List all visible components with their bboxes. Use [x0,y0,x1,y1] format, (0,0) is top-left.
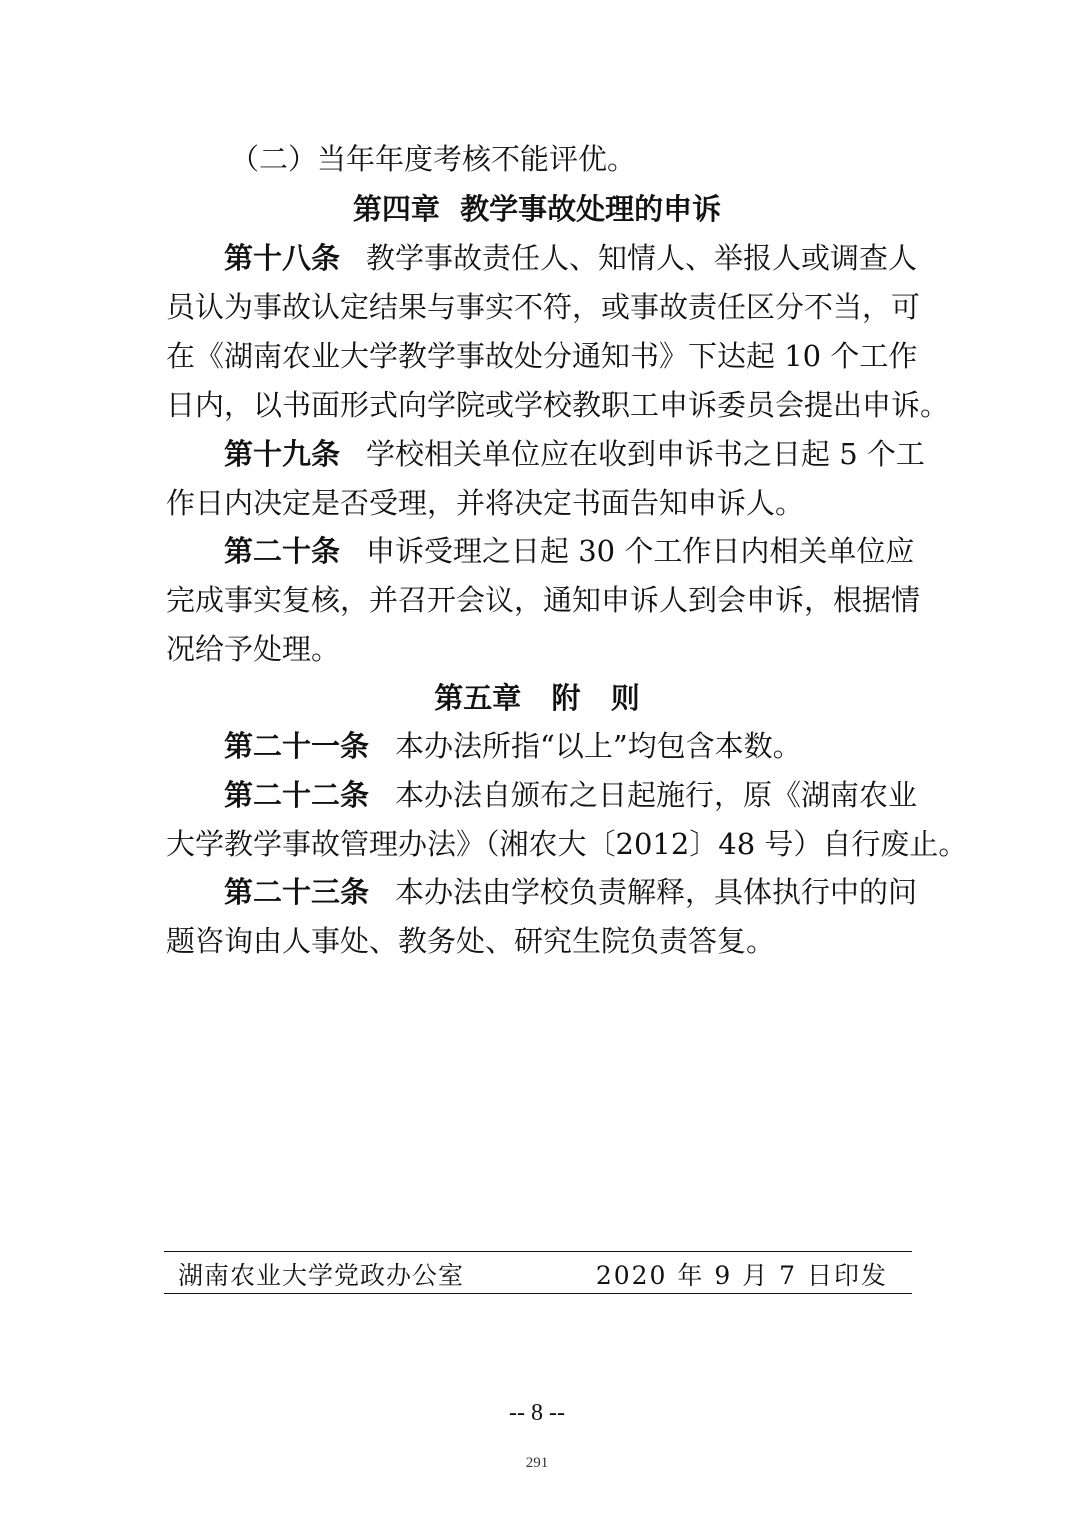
chapter-4-heading: 第四章 教学事故处理的申诉 [352,192,722,226]
article-19-text-1: 学校相关单位应在收到申诉书之日起 5 个工 [366,437,925,471]
article-19-line-2: 作日内决定是否受理，并将决定书面告知申诉人。 [166,486,805,520]
article-20-text-1: 申诉受理之日起 30 个工作日内相关单位应 [366,534,915,568]
article-19-label: 第十九条 [224,437,341,471]
article-18-line-3: 在《湖南农业大学教学事故处分通知书》下达起 10 个工作 [166,339,918,373]
footer-top-rule [164,1251,912,1252]
article-20-line-1 [224,527,915,575]
article-22-label: 第二十二条 [224,778,370,812]
article-21-text-1: 本办法所指“以上”均包含本数。 [395,729,802,763]
article-22-line-2: 大学教学事故管理办法》（湘农大〔2012〕48 号）自行废止。 [166,827,968,861]
footer-issuer: 湖南农业大学党政办公室 [178,1261,465,1290]
chapter-5-heading: 第五章 附 则 [434,681,640,715]
article-21-label: 第二十一条 [224,729,370,763]
article-18-line-2: 员认为事故认定结果与事实不符，或事故责任区分不当，可 [166,290,921,324]
article-23-line-1 [224,868,918,916]
article-18-label: 第十八条 [224,241,341,275]
footer-date: 2020 年 9 月 7 日印发 [595,1261,888,1290]
article-18-text-1: 教学事故责任人、知情人、举报人或调查人 [366,241,918,275]
article-19-line-1 [224,430,925,478]
article-20-label: 第二十条 [224,534,341,568]
article-23-line-2: 题咨询由人事处、教务处、研究生院负责答复。 [166,924,776,958]
article-22-line-1 [224,771,918,819]
article-21-line-1 [224,722,912,770]
article-22-text-1: 本办法自颁布之日起施行，原《湖南农业 [395,778,918,812]
article-20-line-2: 完成事实复核，并召开会议，通知申诉人到会申诉，根据情 [166,583,921,617]
footer-bottom-rule [164,1293,912,1294]
page-number: -- 8 -- [509,1400,565,1426]
article-23-text-1: 本办法由学校负责解释，具体执行中的问 [395,875,918,909]
article-18-line-4: 日内，以书面形式向学院或学校教职工申诉委员会提出申诉。 [166,388,950,422]
article-18-line-1 [224,234,918,282]
stamp-number: 291 [525,1455,549,1471]
article-20-line-3: 况给予处理。 [166,632,341,666]
article-23-label: 第二十三条 [224,875,370,909]
clause-item-2: （二）当年年度考核不能评优。 [230,142,637,176]
